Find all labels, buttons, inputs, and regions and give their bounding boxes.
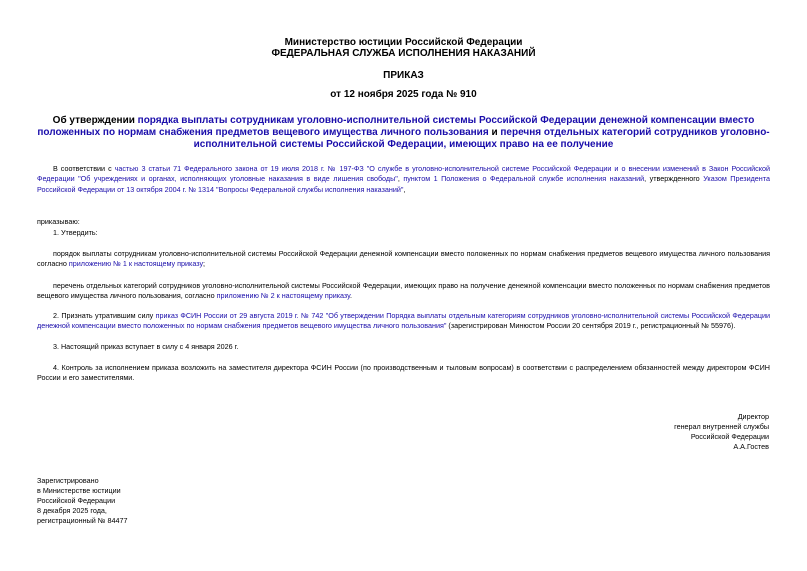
item-2-link-order-742[interactable]: приказ ФСИН России от 29 августа 2019 г. № 742 "Об утверждении Порядка выплаты отдельным категориям сотрудников уголовно-исполнительной системы Российской Федерации денежной компенсации вместо положенных по нормам снабжения предметов вещевого имущества личного пользования": [37, 311, 770, 331]
title-link-procedure[interactable]: порядка выплаты сотрудникам уголовно-исполнительной системы Российской Федерации денежной компенсации вместо положенных по нормам снабжения предметов вещевого имущества личного пользования: [37, 115, 755, 138]
item-1b-paragraph: [37, 281, 770, 302]
registration-date: 8 декабря 2025 года,: [37, 506, 107, 515]
item-2-text: 2. Признать утратившим силу: [53, 311, 156, 320]
item-1a-paragraph: [37, 249, 770, 270]
signature-name: А.А.Гостев: [733, 442, 769, 451]
item-2-paragraph: [37, 311, 770, 332]
preamble-text-4: ,: [403, 184, 406, 194]
prikazyvayu: приказываю:: [37, 217, 80, 226]
item-1a-link-appendix-1[interactable]: приложению № 1 к настоящему приказу: [68, 259, 204, 269]
preamble-link-regulation[interactable]: пунктом 1 Положения о Федеральной службе исполнения наказаний: [403, 174, 645, 184]
document-title: [36, 115, 771, 151]
signature-country: Российской Федерации: [690, 432, 769, 441]
item-1a-text: порядок выплаты сотрудникам уголовно-исполнительной системы Российской Федерации денежной компенсации вместо положенных по нормам снабжения предметов вещевого имущества личного пользования согласно: [37, 249, 770, 269]
document-type: ПРИКАЗ: [383, 70, 424, 81]
item-1: 1. Утвердить:: [53, 228, 98, 237]
preamble-text-1: В соответствии с: [53, 164, 115, 173]
item-2-end: (зарегистрирован Минюстом России 20 сентября 2019 г., регистрационный № 55976).: [446, 321, 736, 331]
registration-line-2: в Министерстве юстиции: [37, 486, 121, 495]
item-1b-end: .: [350, 291, 353, 301]
item-1b-link-appendix-2[interactable]: приложению № 2 к настоящему приказу: [216, 291, 351, 301]
item-1a-end: ;: [203, 259, 206, 269]
signature-rank: генерал внутренней службы: [674, 422, 769, 431]
registration-line-1: Зарегистрировано: [37, 476, 99, 485]
preamble-paragraph: [37, 164, 770, 195]
preamble-link-decree[interactable]: Указом Президента Российской Федерации от 13 октября 2004 г. № 1314 "Вопросы Федеральной службы исполнения наказаний": [37, 174, 770, 194]
title-text-1: Об утверждении: [52, 115, 138, 126]
registration-block: [37, 476, 237, 526]
signature-position: Директор: [737, 412, 769, 421]
title-text-2: и: [488, 127, 501, 138]
service-name: ФЕДЕРАЛЬНАЯ СЛУЖБА ИСПОЛНЕНИЯ НАКАЗАНИЙ: [271, 48, 536, 59]
ministry-name: Министерство юстиции Российской Федерации: [284, 37, 523, 48]
preamble-text-2: ,: [397, 174, 404, 184]
preamble-text-3: , утвержденного: [644, 174, 704, 184]
item-3: 3. Настоящий приказ вступает в силу с 4 января 2026 г.: [53, 342, 239, 351]
item-1b-text: перечень отдельных категорий сотрудников уголовно-исполнительной системы Российской Федерации, имеющих право на получение денежной компенсации вместо положенных по нормам снабжения предметов вещевого имущества личного пользования, согласно: [37, 281, 770, 301]
title-link-list[interactable]: перечня отдельных категорий сотрудников уголовно-исполнительной системы Российской Федерации, имеющих право на ее получение: [193, 127, 770, 150]
registration-line-3: Российской Федерации: [37, 496, 116, 505]
item-4: 4. Контроль за исполнением приказа возложить на заместителя директора ФСИН России (по производственным и тыловым вопросам) в соответствии с распределением обязанностей между директором ФСИН России и его заместителями.: [37, 363, 770, 383]
registration-number: регистрационный № 84477: [37, 516, 128, 525]
document-date-number: от 12 ноября 2025 года № 910: [330, 89, 477, 100]
preamble-link-law[interactable]: частью 3 статьи 71 Федерального закона от 19 июля 2018 г. № 197-ФЗ "О службе в уголовно-исполнительной системе Российской Федерации и о внесении изменений в Закон Российской Федерации "Об учреждениях и органах, исполняющих уголовные наказания в виде лишения свободы": [37, 164, 770, 184]
signature-block: [569, 412, 769, 452]
